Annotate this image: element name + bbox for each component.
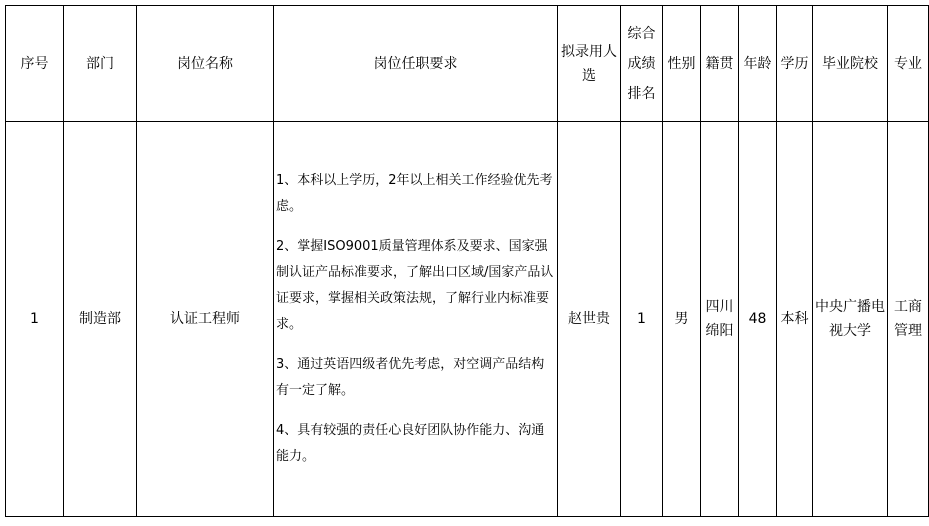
header-origin: 籍贯 bbox=[701, 6, 739, 122]
header-gender: 性别 bbox=[663, 6, 701, 122]
requirement-item: 1、本科以上学历，2年以上相关工作经验优先考虑。 bbox=[276, 173, 553, 214]
requirement-item: 3、通过英语四级者优先考虑，对空调产品结构有一定了解。 bbox=[276, 357, 545, 398]
cell-requirements bbox=[274, 122, 558, 517]
cell-age: 48 bbox=[739, 122, 777, 517]
header-candidate: 拟录用人选 bbox=[558, 6, 621, 122]
header-requirements: 岗位任职要求 bbox=[274, 6, 558, 122]
header-school: 毕业院校 bbox=[813, 6, 888, 122]
header-rank: 综合成绩排名 bbox=[621, 6, 663, 122]
cell-rank: 1 bbox=[621, 122, 663, 517]
cell-position: 认证工程师 bbox=[137, 122, 274, 517]
header-major: 专业 bbox=[888, 6, 929, 122]
header-seq: 序号 bbox=[6, 6, 64, 122]
header-dept: 部门 bbox=[64, 6, 137, 122]
cell-major: 工商管理 bbox=[888, 122, 929, 517]
cell-gender: 男 bbox=[663, 122, 701, 517]
header-row bbox=[6, 6, 929, 122]
header-age: 年龄 bbox=[739, 6, 777, 122]
header-position: 岗位名称 bbox=[137, 6, 274, 122]
table-row bbox=[6, 122, 929, 517]
cell-school: 中央广播电视大学 bbox=[813, 122, 888, 517]
cell-dept: 制造部 bbox=[64, 122, 137, 517]
cell-candidate: 赵世贵 bbox=[558, 122, 621, 517]
cell-origin: 四川绵阳 bbox=[701, 122, 739, 517]
cell-education: 本科 bbox=[777, 122, 813, 517]
cell-seq: 1 bbox=[6, 122, 64, 517]
requirement-item: 2、掌握ISO9001质量管理体系及要求、国家强制认证产品标准要求，了解出口区域/国家产品认证要求，掌握相关政策法规，了解行业内标准要求。 bbox=[276, 239, 554, 332]
requirement-item: 4、具有较强的责任心良好团队协作能力、沟通能力。 bbox=[276, 423, 545, 464]
header-education: 学历 bbox=[777, 6, 813, 122]
recruitment-table bbox=[5, 5, 929, 517]
